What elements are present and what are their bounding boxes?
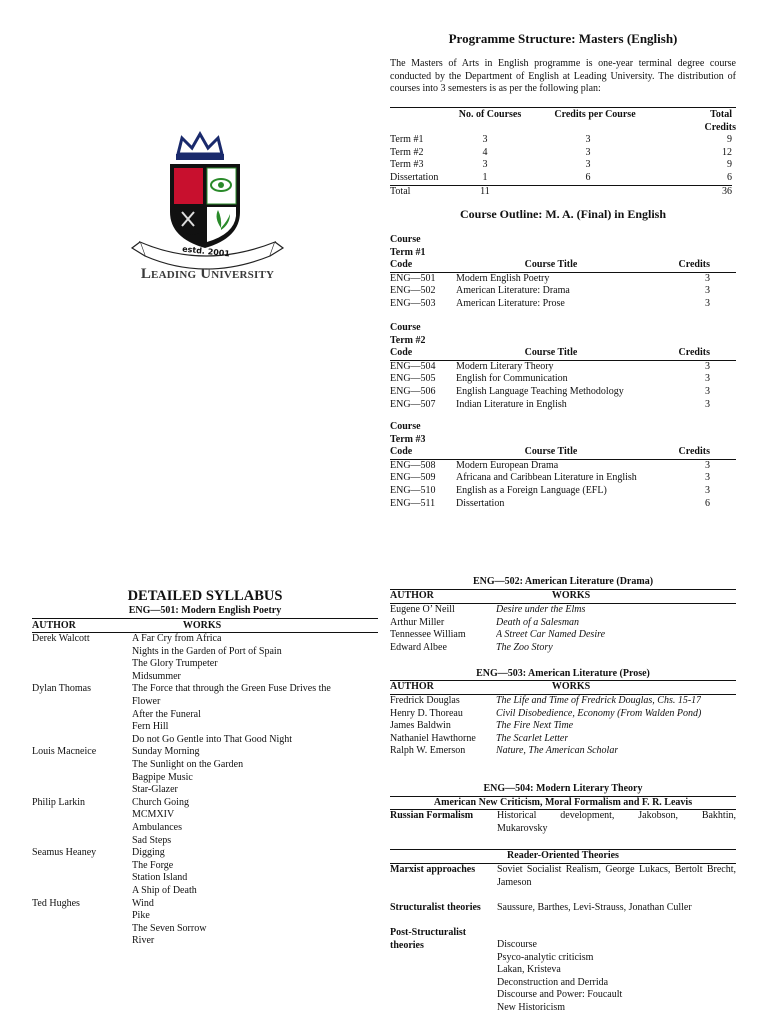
course-row: ENG—508 Modern European Drama 3	[390, 459, 710, 471]
course-row: ENG—504 Modern Literary Theory 3	[390, 360, 710, 372]
eng504-title: ENG—504: Modern Literary Theory	[483, 783, 643, 794]
col-total: Total	[710, 109, 732, 120]
eng502-list	[390, 604, 736, 654]
table-row-total: Total 11 36	[390, 185, 732, 197]
list-item: Ralph W. Emerson Nature, The American Scholar	[390, 745, 619, 757]
marxist-text: Soviet Socialist Realism, George Lukacs, Bertolt Brecht, Jameson	[497, 864, 736, 888]
author-name: Seamus Heaney	[32, 847, 97, 859]
outline-title: Course Outline: M. A. (Final) in English	[459, 207, 667, 221]
author-works: Sunday Morning The Sunlight on the Garden Bagpipe Music Star-Glazer	[132, 746, 244, 796]
author-name: Louis Macneice	[32, 746, 97, 758]
eng501-list	[32, 633, 378, 953]
list-item: Discourse	[497, 939, 537, 950]
author-works: Wind Pike The Seven Sorrow River	[132, 897, 207, 947]
author-works: A Far Cry from Africa Nights in the Garden of Port of Spain The Glory Trumpeter Midsummer	[132, 633, 282, 682]
list-item: Edward Albee The Zoo Story	[390, 641, 553, 653]
course-row: ENG—505 English for Communication 3	[390, 373, 710, 385]
course-row: ENG—511 Dissertation 6	[390, 497, 710, 509]
list-item: Fredrick Douglas The Life and Time of Fredrick Douglas, Chs. 15-17	[390, 695, 702, 706]
list-item: Arthur Miller Death of a Salesman	[390, 616, 580, 628]
programme-intro: The Masters of Arts in English programme is one-year terminal degree course conducted by the Department of English at Leading University. The distribution of courses into 3 semesters is as per the following plan:	[390, 58, 736, 95]
term-3-table: Course Term #3 Code Course Title Credits ENG—508 Modern European Drama 3 ENG—509 Africana and Caribbean Literature in English 3 ENG—510 English as a Foreign Language (EFL) 3 ENG—511 Dissertation 6	[390, 421, 736, 510]
eng502-header: AUTHOR WORKS	[390, 590, 591, 601]
table-row: Term #3 3 3 9	[390, 159, 732, 171]
programme-table	[390, 109, 736, 198]
post-structuralist-list	[497, 939, 622, 1015]
list-item: Psyco-analytic criticism	[497, 951, 594, 963]
eng501-title: ENG—501: Modern English Poetry	[128, 605, 282, 616]
logo-university-name: Leading University	[140, 266, 275, 282]
list-item: James Baldwin The Fire Next Time	[390, 720, 574, 732]
syllabus-title: DETAILED SYLLABUS	[127, 588, 283, 604]
list-item: Lakan, Kristeva	[497, 964, 561, 976]
term-1-table: Course Term #1 Code Course Title Credits ENG—501 Modern English Poetry 3 ENG—502 American Literature: Drama 3 ENG—503 American Literature: Prose 3	[390, 234, 736, 311]
programme-title: Programme Structure: Masters (English)	[448, 31, 678, 46]
col-total-credits: Credits	[704, 121, 736, 133]
list-item: Henry D. Thoreau Civil Disobedience, Economy (From Walden Pond)	[390, 707, 702, 719]
table-row: Term #1 3 3 9	[390, 134, 732, 146]
author-name: Derek Walcott	[32, 633, 90, 644]
list-item: New Historicism	[497, 1001, 566, 1013]
logo-estd: estd. 2001	[181, 244, 231, 259]
russian-formalism-label: Russian Formalism	[390, 810, 474, 821]
author-works: Church Going MCMXIV Ambulances Sad Steps	[132, 796, 189, 846]
author-works: The Force that through the Green Fuse Drives the Flower After the Funeral Fern Hill Do not Go Gentle into That Good Night	[132, 683, 331, 745]
term-2-table: Course Term #2 Code Course Title Credits ENG—504 Modern Literary Theory 3 ENG—505 English for Communication 3 ENG—506 English Language Teaching Methodology 3 ENG—507 Indian Literature in English 3	[390, 322, 736, 411]
list-item: Nathaniel Hawthorne The Scarlet Letter	[390, 732, 569, 744]
author-name: Ted Hughes	[32, 897, 80, 909]
eng502-title: ENG—502: American Literature (Drama)	[472, 576, 654, 587]
eng503-header: AUTHOR WORKS	[390, 681, 591, 692]
structuralist-label: Structuralist theories	[390, 902, 481, 913]
list-item: Eugene O’ Neill Desire under the Elms	[390, 604, 586, 615]
col-no-of-courses: No. of Courses	[458, 109, 522, 120]
course-row: ENG—502 American Literature: Drama 3	[390, 285, 710, 297]
course-row: ENG—501 Modern English Poetry 3	[390, 272, 710, 284]
list-item: Discourse and Power: Foucault	[497, 989, 623, 1001]
course-row: ENG—506 English Language Teaching Methodology 3	[390, 385, 710, 397]
course-row: ENG—503 American Literature: Prose 3	[390, 297, 710, 309]
structuralist-text: Saussure, Barthes, Levi-Strauss, Jonathan Culler	[497, 902, 692, 913]
marxist-label: Marxist approaches	[390, 864, 476, 875]
eng501-header: AUTHOR WORKS	[32, 620, 222, 631]
eng503-list	[390, 695, 736, 758]
eng504-sub1: American New Criticism, Moral Formalism and F. R. Leavis	[433, 797, 693, 808]
table-row: Term #2 4 3 12	[390, 146, 732, 158]
russian-formalism-text: Historical development, Jakobson, Bakhtin, Mukarovsky	[497, 810, 736, 834]
course-row: ENG—510 English as a Foreign Language (EFL) 3	[390, 484, 710, 496]
course-row: ENG—507 Indian Literature in English 3	[390, 398, 710, 410]
col-credits-per-course: Credits per Course	[554, 109, 636, 120]
post-structuralist-label: Post-Structuralist theories	[390, 927, 467, 951]
list-item: Deconstruction and Derrida	[497, 976, 609, 988]
eng503-title: ENG—503: American Literature (Prose)	[476, 668, 650, 679]
author-works: Digging The Forge Station Island A Ship of Death	[132, 847, 197, 896]
author-name: Philip Larkin	[32, 796, 86, 808]
table-row: Dissertation 1 6 6	[390, 171, 732, 183]
eng504-sub2: Reader-Oriented Theories	[507, 850, 619, 861]
course-row: ENG—509 Africana and Caribbean Literature in English 3	[390, 472, 710, 484]
university-logo	[130, 130, 285, 295]
author-name: Dylan Thomas	[32, 683, 91, 695]
list-item: Tennessee William A Street Car Named Desire	[390, 629, 606, 641]
